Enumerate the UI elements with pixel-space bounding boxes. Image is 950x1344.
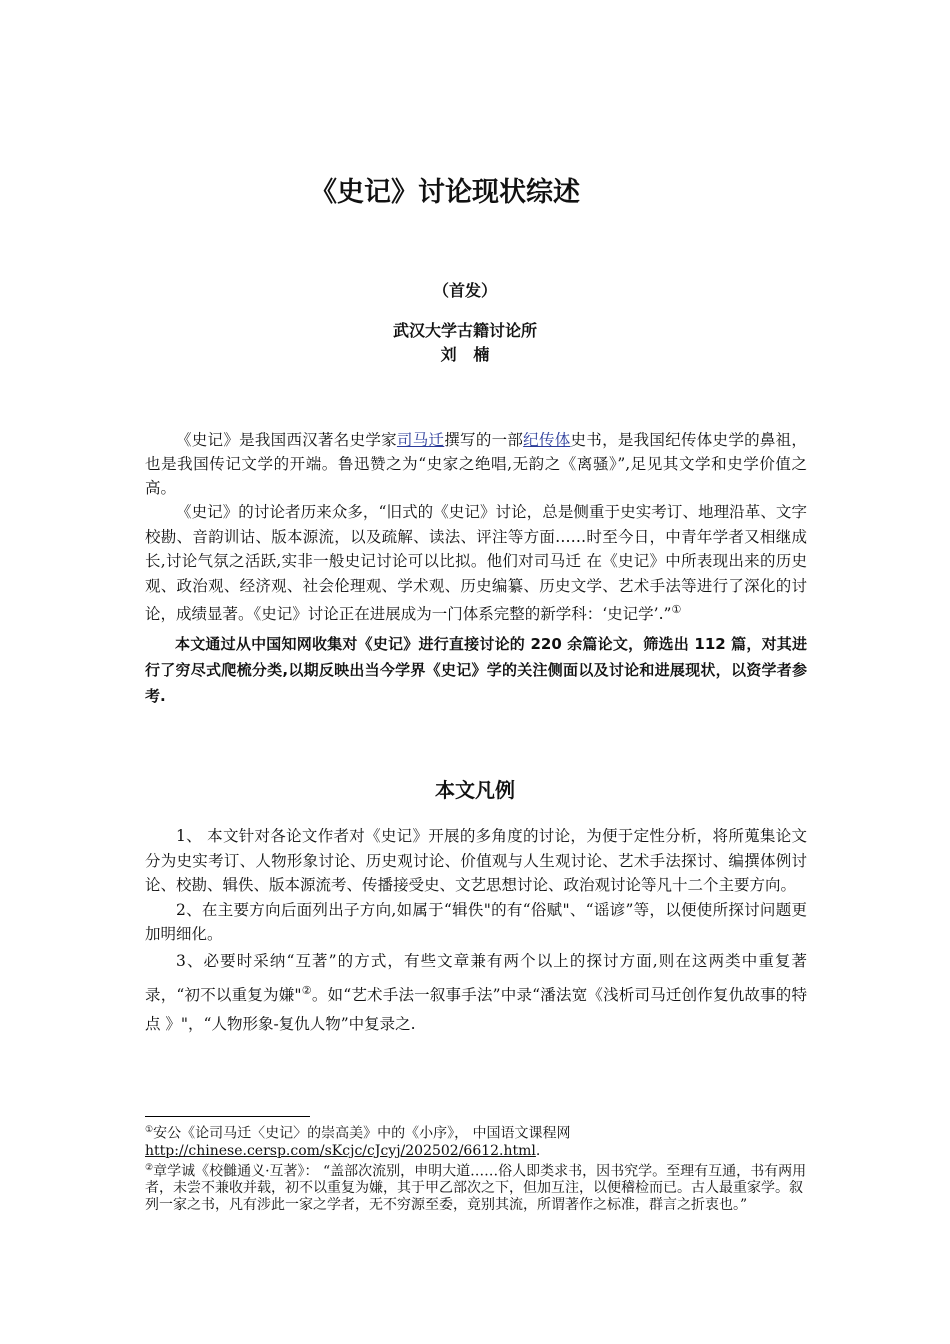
- footnotes-section: [145, 1122, 807, 1214]
- intro-p1-text-a: 《史记》是我国西汉著名史学家: [176, 431, 397, 449]
- author-name: 刘 楠: [440, 345, 490, 364]
- intro-section: [145, 428, 807, 709]
- convention-item-3-text-a: 3、必要时采纳“互著”的方式，有些文章兼有两个以上的探讨方面,则在这两类中重复著录，“初不以重复为嫌": [145, 951, 807, 1004]
- conventions-heading: 本文凡例: [435, 778, 515, 802]
- footnote-1-url[interactable]: http://chinese.cersp.com/sKcjc/cJcyj/202502/6612.html: [145, 1142, 536, 1159]
- intro-paragraph-3: 本文通过从中国知网收集对《史记》进行直接讨论的 220 余篇论文，筛选出 112 篇，对其进行了穷尽式爬梳分类,以期反映出当今学界《史记》学的关注侧面以及讨论和进展现状，以资学者参考.: [145, 634, 807, 705]
- first-release-label: （首发）: [432, 281, 497, 300]
- footnote-2-text: 章学诚《校雠通义·互著》： “盖部次流别，申明大道……俗人即类求书，因书究学。至理有互通，书有两用者，未尝不兼收并载，初不以重复为嫌，其于甲乙部次之下，但加互注，以便稽检而已。古人最重家学。叙列一家之书，凡有涉此一家之学者，无不穷源至委，竟别其流，所谓著作之标准，群言之折衷也。”: [145, 1163, 807, 1214]
- footnote-1: [145, 1122, 807, 1160]
- intro-p1-text-b: 撰写的一部: [444, 431, 524, 449]
- link-biographical-style[interactable]: 纪传体: [523, 431, 571, 449]
- footnote-separator: [145, 1116, 310, 1117]
- footnote-1-mark: ①: [145, 1125, 154, 1135]
- intro-p1-text-c: 史书，是我国纪传体史学的鼻祖，也是我国传记文学的开端。鲁迅赞之为“史家之绝唱,无韵之《离骚》”,足见其文学和史学价值之高。: [145, 431, 807, 497]
- document-title: 《史记》讨论现状综述: [310, 177, 580, 208]
- footnote-ref-1[interactable]: ①: [671, 603, 682, 616]
- convention-item-2: 2、在主要方向后面列出子方向,如属于“辑佚"的有“俗赋"、“谣谚”等，以便使所探讨问题更加明细化。: [145, 900, 807, 943]
- intro-paragraph-2: [145, 500, 807, 627]
- intro-p2-text: 《史记》的讨论者历来众多，“旧式的《史记》讨论，总是侧重于史实考订、地理沿革、文字校勘、音韵训诂、版本源流，以及疏解、读法、评注等方面……时至今日，中青年学者又相继成长,讨论气氛之活跃,实非一般史记讨论可以比拟。他们对司马迁 在《史记》中所表现出来的历史观、政治观、经济观、社会伦理观、学术观、历史编纂、历史文学、艺术手法等进行了深化的讨论，成绩显著。《史记》讨论正在进展成为一门体系完整的新学科：‘史记学’.”: [145, 503, 807, 624]
- institution-name: 武汉大学古籍讨论所: [392, 321, 537, 340]
- footnote-1-text: 安公《论司马迁〈史记〉的崇高美》中的《小序》， 中国语文课程网: [153, 1125, 571, 1142]
- footnote-ref-2[interactable]: ②: [301, 983, 312, 997]
- convention-item-3-text-b: 。如“艺术手法一叙事手法”中录“潘法宽《浅析司马迁创作复仇故事的特点 》"，“人物形象-复仇人物”中复录之.: [145, 985, 807, 1033]
- footnote-2-mark: ②: [145, 1162, 154, 1173]
- footnote-1-end: .: [535, 1142, 541, 1159]
- intro-paragraph-1: [145, 428, 807, 500]
- link-sima-qian[interactable]: 司马迁: [396, 431, 445, 449]
- conventions-section: [145, 824, 807, 1039]
- footnote-2: [145, 1160, 807, 1215]
- convention-item-3: [145, 947, 807, 1039]
- convention-item-1: 1、 本文针对各论文作者对《史记》开展的多角度的讨论，为便于定性分析，将所蒐集论文分为史实考订、人物形象讨论、历史观讨论、价值观与人生观讨论、艺术手法探讨、编撰体例讨论、校勘、辑佚、版本源流考、传播接受史、文艺思想讨论、政治观讨论等凡十二个主要方向。: [145, 827, 807, 894]
